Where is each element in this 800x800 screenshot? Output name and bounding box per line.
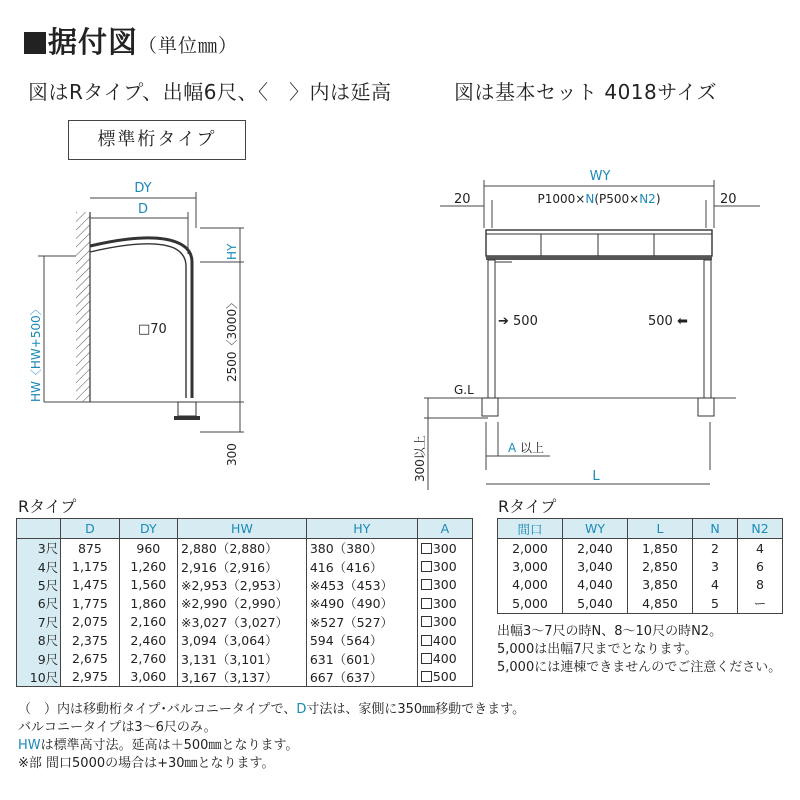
- table-row: [498, 557, 783, 575]
- width-table-r: [497, 518, 783, 614]
- square-post-icon: [421, 543, 432, 554]
- table-cell: [417, 557, 472, 575]
- table-header: HW: [178, 519, 307, 539]
- table-row: [17, 539, 473, 558]
- table-row: [17, 631, 473, 649]
- table-cell: 2,675: [61, 649, 119, 667]
- table-cell: 8: [738, 576, 783, 594]
- a-value: 300: [432, 540, 457, 556]
- table-header: L: [628, 519, 693, 539]
- table-cell: 3,094（3,064）: [178, 631, 307, 649]
- table-header: [17, 519, 61, 539]
- a-value: 400: [432, 632, 457, 648]
- move-left-label: ➔ 500: [498, 314, 538, 329]
- square-post-icon: [421, 579, 432, 590]
- table1-label: Rタイプ: [18, 497, 77, 516]
- table-cell: ※527（527）: [306, 613, 417, 631]
- wy-label: WY: [589, 169, 611, 184]
- row-label-cell: 4尺: [17, 557, 61, 575]
- a-value: 300: [432, 614, 457, 630]
- table-row: [17, 668, 473, 687]
- table-cell: 4,040: [563, 576, 628, 594]
- l-label: L: [592, 469, 600, 484]
- row-label-cell: 9尺: [17, 649, 61, 667]
- table-cell: 631（601）: [306, 649, 417, 667]
- table-cell: 5,040: [563, 594, 628, 613]
- section-box-label: 標準桁タイプ: [68, 120, 246, 160]
- table-header: DY: [119, 519, 177, 539]
- table-cell: [417, 668, 472, 687]
- table-cell: 1,175: [61, 557, 119, 575]
- subtitle-left: 図はRタイプ、出幅6尺、〈 〉内は延高: [28, 80, 392, 104]
- left-post: [488, 260, 495, 398]
- left-margin-label: 20: [454, 192, 471, 207]
- table-cell: 4,850: [628, 594, 693, 613]
- table-row: [17, 613, 473, 631]
- table-cell: 6: [738, 557, 783, 575]
- table-cell: 1,860: [119, 594, 177, 612]
- table-cell: 2,375: [61, 631, 119, 649]
- table1-note-1: （ ）内は移動桁タイプ･バルコニータイプで、D寸法は、家側に350㎜移動できます。: [18, 702, 526, 717]
- square-post-icon: [421, 561, 432, 572]
- table-cell: 4: [693, 576, 738, 594]
- table-row: [498, 594, 783, 613]
- table-cell: ※2,953（2,953）: [178, 576, 307, 594]
- hw-label: HW〈HW+500〉: [29, 303, 43, 402]
- pitch-label: P1000×N(P500×N2): [537, 192, 661, 206]
- d-label: D: [137, 202, 149, 217]
- right-post: [704, 260, 711, 398]
- table-cell: 1,560: [119, 576, 177, 594]
- square-post-icon: [421, 671, 432, 682]
- table-cell: 2,160: [119, 613, 177, 631]
- table-row: [17, 557, 473, 575]
- a-value: 500: [432, 669, 457, 685]
- table-cell: 594（564）: [306, 631, 417, 649]
- table-cell: 3,131（3,101）: [178, 649, 307, 667]
- table-header: N: [693, 519, 738, 539]
- table-cell: ※2,990（2,990）: [178, 594, 307, 612]
- table-cell: 667（637）: [306, 668, 417, 687]
- table-cell: 2: [693, 539, 738, 558]
- square-post-icon: [421, 598, 432, 609]
- wall-hatch: [76, 212, 90, 402]
- table-cell: 2,760: [119, 649, 177, 667]
- table-header: 間口: [498, 519, 563, 539]
- table-row: [498, 576, 783, 594]
- table-cell: 2,000: [498, 539, 563, 558]
- table-cell: 4: [738, 539, 783, 558]
- title-unit: （単位㎜）: [138, 35, 239, 57]
- table-row: [498, 539, 783, 558]
- table-cell: 380（380）: [306, 539, 417, 558]
- table-header-row: [498, 519, 783, 539]
- table-cell: ※490（490）: [306, 594, 417, 612]
- table-row: [17, 649, 473, 667]
- table-cell: [417, 539, 472, 558]
- front-view-diagram: [400, 160, 780, 490]
- table-row: [17, 576, 473, 594]
- a-label: A 以上: [508, 441, 545, 455]
- table-cell: ー: [738, 594, 783, 613]
- foot-label: 300: [225, 443, 239, 466]
- dimension-table-r: [16, 518, 473, 687]
- subtitle-right: 図は基本セット 4018サイズ: [454, 80, 718, 104]
- table-cell: [417, 576, 472, 594]
- table-cell: 2,850: [628, 557, 693, 575]
- page-title: [24, 20, 238, 61]
- table-header: N2: [738, 519, 783, 539]
- table-cell: [417, 649, 472, 667]
- table2-note-2: 5,000は出幅7尺までとなります。: [497, 642, 698, 657]
- row-label-cell: 7尺: [17, 613, 61, 631]
- row-label-cell: 3尺: [17, 539, 61, 558]
- post-footing: [178, 402, 196, 416]
- hy-label: HY: [225, 243, 239, 260]
- table-cell: 4,000: [498, 576, 563, 594]
- depth-label: 300以上: [413, 435, 427, 482]
- a-value: 300: [432, 595, 457, 611]
- table-cell: 416（416）: [306, 557, 417, 575]
- roof-frame: [90, 238, 192, 398]
- table-cell: 2,460: [119, 631, 177, 649]
- post-label: □70: [138, 322, 167, 337]
- table-cell: 5,000: [498, 594, 563, 613]
- table1-note-4: ※部 間口5000の場合は+30㎜となります。: [18, 756, 275, 771]
- table-cell: 3,040: [563, 557, 628, 575]
- table-cell: [417, 594, 472, 612]
- dy-label: DY: [134, 181, 152, 196]
- table-header: WY: [563, 519, 628, 539]
- table-cell: 2,075: [61, 613, 119, 631]
- row-label-cell: 5尺: [17, 576, 61, 594]
- table1-note-3: HWは標準高寸法。延高は＋500㎜となります。: [18, 738, 299, 753]
- table-cell: 1,850: [628, 539, 693, 558]
- right-footing: [698, 398, 714, 416]
- table1-note-2: バルコニータイプは3〜6尺のみ。: [18, 720, 217, 735]
- table-cell: ※3,027（3,027）: [178, 613, 307, 631]
- title-text: 据付図: [48, 25, 139, 59]
- table-cell: 2,040: [563, 539, 628, 558]
- square-post-icon: [421, 653, 432, 664]
- table-cell: 5: [693, 594, 738, 613]
- row-label-cell: 8尺: [17, 631, 61, 649]
- table-cell: 2,880（2,880）: [178, 539, 307, 558]
- table-cell: [417, 631, 472, 649]
- row-label-cell: 6尺: [17, 594, 61, 612]
- table-row: [17, 594, 473, 612]
- table-cell: 3: [693, 557, 738, 575]
- table-header: HY: [306, 519, 417, 539]
- table2-label: Rタイプ: [498, 497, 557, 516]
- table2-note-3: 5,000には連棟できませんのでご注意ください。: [497, 660, 782, 675]
- table-cell: 1,475: [61, 576, 119, 594]
- left-footing: [482, 398, 498, 416]
- table-cell: 3,060: [119, 668, 177, 687]
- table-cell: 875: [61, 539, 119, 558]
- right-margin-label: 20: [720, 192, 737, 207]
- table-header: D: [61, 519, 119, 539]
- table-cell: 3,850: [628, 576, 693, 594]
- table-cell: 960: [119, 539, 177, 558]
- square-post-icon: [421, 635, 432, 646]
- a-value: 300: [432, 559, 457, 575]
- table-cell: 1,260: [119, 557, 177, 575]
- table-cell: 2,975: [61, 668, 119, 687]
- move-right-label: 500 ⬅: [648, 314, 688, 329]
- table2-note-1: 出幅3〜7尺の時N、8〜10尺の時N2。: [497, 624, 723, 639]
- table-header-row: [17, 519, 473, 539]
- a-value: 300: [432, 577, 457, 593]
- table-cell: 2,916（2,916）: [178, 557, 307, 575]
- square-post-icon: [421, 616, 432, 627]
- square-icon: [24, 32, 46, 54]
- side-view-diagram: [0, 170, 300, 470]
- table-cell: 3,167（3,137）: [178, 668, 307, 687]
- table-cell: ※453（453）: [306, 576, 417, 594]
- table-cell: [417, 613, 472, 631]
- a-value: 400: [432, 651, 457, 667]
- table-cell: 1,775: [61, 594, 119, 612]
- height-label: 2500〈3000〉: [225, 296, 239, 382]
- gl-label: G.L: [454, 383, 474, 397]
- table-header: A: [417, 519, 472, 539]
- row-label-cell: 10尺: [17, 668, 61, 687]
- table-cell: 3,000: [498, 557, 563, 575]
